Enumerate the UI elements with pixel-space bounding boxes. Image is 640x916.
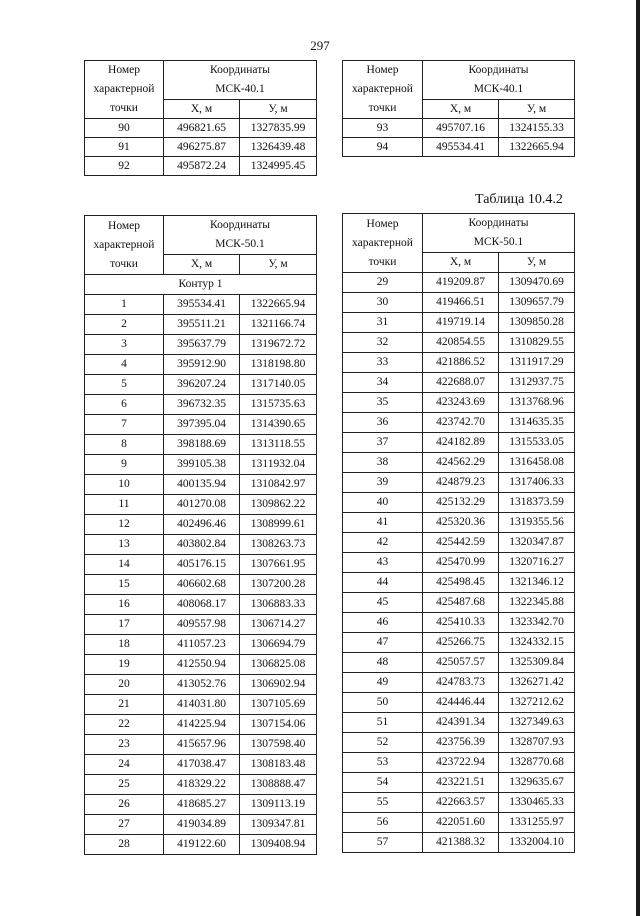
coords-header-line: МСК-50.1 xyxy=(473,236,524,248)
x-coordinate-cell: 413052.76 xyxy=(164,675,240,695)
x-coordinate-cell: 417038.47 xyxy=(164,755,240,775)
table-row xyxy=(343,393,575,413)
x-coordinate-cell: 402496.46 xyxy=(164,515,240,535)
point-number-cell: 93 xyxy=(343,119,423,138)
x-coordinate-cell: 425487.68 xyxy=(423,593,499,613)
y-coordinate-cell: 1314635.35 xyxy=(499,413,575,433)
point-number-cell: 45 xyxy=(343,593,423,613)
y-coordinate-cell: 1324995.45 xyxy=(240,157,317,176)
x-coordinate-cell: 395511.21 xyxy=(164,315,240,335)
page-number: 297 xyxy=(310,38,330,53)
table-row xyxy=(343,693,575,713)
point-number-cell: 49 xyxy=(343,673,423,693)
y-coordinate-cell: 1317140.05 xyxy=(240,375,317,395)
point-number-cell: 30 xyxy=(343,293,423,313)
point-number-cell: 19 xyxy=(85,655,164,675)
point-number-cell: 32 xyxy=(343,333,423,353)
y-coordinate-cell: 1307661.95 xyxy=(240,555,317,575)
x-coordinate-cell: 401270.08 xyxy=(164,495,240,515)
x-coordinate-cell: 423722.94 xyxy=(423,753,499,773)
point-number-cell: 33 xyxy=(343,353,423,373)
coords-header-line: Координаты xyxy=(210,64,270,76)
point-number-cell: 42 xyxy=(343,533,423,553)
table-row xyxy=(343,119,575,138)
y-coordinate-cell: 1308263.73 xyxy=(240,535,317,555)
x-coordinate-cell: 395534.41 xyxy=(164,295,240,315)
table-row xyxy=(343,513,575,533)
point-number-cell: 56 xyxy=(343,813,423,833)
point-number-header xyxy=(343,214,423,273)
x-coordinate-cell: 396732.35 xyxy=(164,395,240,415)
table-row xyxy=(85,415,317,435)
table-row xyxy=(85,119,317,138)
point-number-cell: 10 xyxy=(85,475,164,495)
x-coordinate-cell: 425470.99 xyxy=(423,553,499,573)
y-coordinate-cell: 1323342.70 xyxy=(499,613,575,633)
point-number-cell: 29 xyxy=(343,273,423,293)
point-number-cell: 94 xyxy=(343,138,423,157)
coords-header-line: МСК-40.1 xyxy=(215,83,265,95)
point-number-cell: 8 xyxy=(85,435,164,455)
y-coordinate-cell: 1309657.79 xyxy=(499,293,575,313)
x-coordinate-cell: 414031.80 xyxy=(164,695,240,715)
y-coordinate-cell: 1325309.84 xyxy=(499,653,575,673)
point-header-line: Номер xyxy=(366,64,399,76)
point-number-cell: 20 xyxy=(85,675,164,695)
x-coordinate-cell: 495707.16 xyxy=(423,119,499,138)
table-row xyxy=(343,273,575,293)
x-coordinate-cell: 397395.04 xyxy=(164,415,240,435)
y-coordinate-cell: 1326271.42 xyxy=(499,673,575,693)
point-number-cell: 91 xyxy=(85,138,164,157)
x-coordinate-cell: 495872.24 xyxy=(164,157,240,176)
y-column-header: У, м xyxy=(240,255,317,275)
point-header-line: Номер xyxy=(366,217,399,230)
y-coordinate-cell: 1326439.48 xyxy=(240,138,317,157)
y-coordinate-cell: 1308183.48 xyxy=(240,755,317,775)
point-number-cell: 6 xyxy=(85,395,164,415)
point-header-line: характерной xyxy=(352,236,413,249)
point-header-line: характерной xyxy=(352,83,413,95)
y-coordinate-cell: 1315735.63 xyxy=(240,395,317,415)
table-row xyxy=(343,713,575,733)
point-header-line: точки xyxy=(110,102,138,114)
table-row xyxy=(85,355,317,375)
point-number-cell: 51 xyxy=(343,713,423,733)
table-row xyxy=(343,453,575,473)
x-coordinate-cell: 395912.90 xyxy=(164,355,240,375)
table-row xyxy=(343,593,575,613)
x-coordinate-cell: 399105.38 xyxy=(164,455,240,475)
y-coordinate-cell: 1307154.06 xyxy=(240,715,317,735)
page-edge xyxy=(636,0,640,916)
point-number-cell: 34 xyxy=(343,373,423,393)
y-coordinate-cell: 1309850.28 xyxy=(499,313,575,333)
table-row xyxy=(85,595,317,615)
table-caption: Таблица 10.4.2 xyxy=(475,192,563,207)
table-row xyxy=(85,475,317,495)
point-number-cell: 14 xyxy=(85,555,164,575)
point-number-cell: 41 xyxy=(343,513,423,533)
y-column-header: У, м xyxy=(499,253,575,273)
point-number-cell: 53 xyxy=(343,753,423,773)
table-row xyxy=(343,613,575,633)
point-header-line: характерной xyxy=(93,83,155,95)
coords-table-msk50-left xyxy=(84,215,317,855)
table-row xyxy=(85,375,317,395)
point-number-cell: 44 xyxy=(343,573,423,593)
y-column-header: У, м xyxy=(240,100,317,119)
y-coordinate-cell: 1331255.97 xyxy=(499,813,575,833)
y-coordinate-cell: 1307105.69 xyxy=(240,695,317,715)
y-coordinate-cell: 1327212.62 xyxy=(499,693,575,713)
x-coordinate-cell: 398188.69 xyxy=(164,435,240,455)
table-row xyxy=(85,575,317,595)
contour-label: Контур 1 xyxy=(85,275,317,295)
point-header-line: характерной xyxy=(93,238,155,251)
coordinates-header xyxy=(164,216,317,255)
x-column-header: Х, м xyxy=(423,253,499,273)
y-coordinate-cell: 1310842.97 xyxy=(240,475,317,495)
x-coordinate-cell: 424446.44 xyxy=(423,693,499,713)
y-coordinate-cell: 1306883.33 xyxy=(240,595,317,615)
y-coordinate-cell: 1309347.81 xyxy=(240,815,317,835)
y-coordinate-cell: 1330465.33 xyxy=(499,793,575,813)
y-coordinate-cell: 1306825.08 xyxy=(240,655,317,675)
table-row xyxy=(85,655,317,675)
x-coordinate-cell: 495534.41 xyxy=(423,138,499,157)
y-coordinate-cell: 1319355.56 xyxy=(499,513,575,533)
x-coordinate-cell: 496821.65 xyxy=(164,119,240,138)
point-number-cell: 24 xyxy=(85,755,164,775)
y-coordinate-cell: 1321346.12 xyxy=(499,573,575,593)
x-coordinate-cell: 423221.51 xyxy=(423,773,499,793)
table-row xyxy=(343,493,575,513)
table-row xyxy=(85,138,317,157)
y-coordinate-cell: 1324155.33 xyxy=(499,119,575,138)
x-coordinate-cell: 418685.27 xyxy=(164,795,240,815)
x-coordinate-cell: 419122.60 xyxy=(164,835,240,855)
table-row xyxy=(85,835,317,855)
y-coordinate-cell: 1327349.63 xyxy=(499,713,575,733)
y-coordinate-cell: 1308888.47 xyxy=(240,775,317,795)
point-number-cell: 2 xyxy=(85,315,164,335)
y-coordinate-cell: 1309113.19 xyxy=(240,795,317,815)
y-coordinate-cell: 1309408.94 xyxy=(240,835,317,855)
y-coordinate-cell: 1310829.55 xyxy=(499,333,575,353)
point-number-cell: 40 xyxy=(343,493,423,513)
table-row xyxy=(343,673,575,693)
table-row xyxy=(85,715,317,735)
x-coordinate-cell: 425410.33 xyxy=(423,613,499,633)
point-number-cell: 31 xyxy=(343,313,423,333)
y-coordinate-cell: 1317406.33 xyxy=(499,473,575,493)
point-number-cell: 52 xyxy=(343,733,423,753)
x-coordinate-cell: 419719.14 xyxy=(423,313,499,333)
y-coordinate-cell: 1320716.27 xyxy=(499,553,575,573)
table-row xyxy=(85,157,317,176)
table-row xyxy=(343,793,575,813)
point-number-header xyxy=(343,61,423,119)
y-coordinate-cell: 1316458.08 xyxy=(499,453,575,473)
table-row xyxy=(85,495,317,515)
x-coordinate-cell: 412550.94 xyxy=(164,655,240,675)
point-number-cell: 57 xyxy=(343,833,423,853)
table-row xyxy=(343,553,575,573)
point-number-cell: 38 xyxy=(343,453,423,473)
x-coordinate-cell: 425442.59 xyxy=(423,533,499,553)
x-coordinate-cell: 422663.57 xyxy=(423,793,499,813)
x-coordinate-cell: 424562.29 xyxy=(423,453,499,473)
x-coordinate-cell: 424879.23 xyxy=(423,473,499,493)
x-coordinate-cell: 423756.39 xyxy=(423,733,499,753)
coords-header-line: Координаты xyxy=(468,217,529,229)
table-row xyxy=(343,633,575,653)
x-coordinate-cell: 419034.89 xyxy=(164,815,240,835)
point-number-cell: 4 xyxy=(85,355,164,375)
y-column-header: У, м xyxy=(499,100,575,119)
point-number-cell: 9 xyxy=(85,455,164,475)
y-coordinate-cell: 1332004.10 xyxy=(499,833,575,853)
table-row xyxy=(85,515,317,535)
table-row xyxy=(85,335,317,355)
y-coordinate-cell: 1322665.94 xyxy=(499,138,575,157)
point-number-cell: 26 xyxy=(85,795,164,815)
y-coordinate-cell: 1329635.67 xyxy=(499,773,575,793)
point-number-cell: 36 xyxy=(343,413,423,433)
coords-table-msk40-left xyxy=(84,60,317,176)
point-number-cell: 11 xyxy=(85,495,164,515)
x-coordinate-cell: 403802.84 xyxy=(164,535,240,555)
point-header-line: точки xyxy=(368,102,397,114)
table-row xyxy=(343,138,575,157)
coords-header-line: Координаты xyxy=(468,64,529,76)
y-coordinate-cell: 1313118.55 xyxy=(240,435,317,455)
point-number-cell: 3 xyxy=(85,335,164,355)
x-coordinate-cell: 400135.94 xyxy=(164,475,240,495)
point-number-cell: 12 xyxy=(85,515,164,535)
coordinates-header xyxy=(423,61,575,100)
x-coordinate-cell: 421886.52 xyxy=(423,353,499,373)
point-number-header xyxy=(85,61,164,119)
table-row xyxy=(85,635,317,655)
y-coordinate-cell: 1306902.94 xyxy=(240,675,317,695)
x-coordinate-cell: 396207.24 xyxy=(164,375,240,395)
x-coordinate-cell: 419209.87 xyxy=(423,273,499,293)
y-coordinate-cell: 1322665.94 xyxy=(240,295,317,315)
table-row xyxy=(343,473,575,493)
y-coordinate-cell: 1319672.72 xyxy=(240,335,317,355)
point-number-cell: 17 xyxy=(85,615,164,635)
table-row xyxy=(343,753,575,773)
table-row xyxy=(85,615,317,635)
table-row xyxy=(343,293,575,313)
y-coordinate-cell: 1307200.28 xyxy=(240,575,317,595)
coords-header-line: МСК-50.1 xyxy=(215,238,265,250)
x-coordinate-cell: 423742.70 xyxy=(423,413,499,433)
y-coordinate-cell: 1322345.88 xyxy=(499,593,575,613)
table-row xyxy=(343,773,575,793)
x-coordinate-cell: 421388.32 xyxy=(423,833,499,853)
table-row xyxy=(343,833,575,853)
x-coordinate-cell: 408068.17 xyxy=(164,595,240,615)
y-coordinate-cell: 1308999.61 xyxy=(240,515,317,535)
point-number-cell: 39 xyxy=(343,473,423,493)
point-number-cell: 37 xyxy=(343,433,423,453)
table-row xyxy=(85,735,317,755)
y-coordinate-cell: 1324332.15 xyxy=(499,633,575,653)
table-row xyxy=(343,373,575,393)
table-row xyxy=(85,315,317,335)
y-coordinate-cell: 1315533.05 xyxy=(499,433,575,453)
y-coordinate-cell: 1320347.87 xyxy=(499,533,575,553)
point-number-cell: 7 xyxy=(85,415,164,435)
y-coordinate-cell: 1306714.27 xyxy=(240,615,317,635)
point-number-cell: 22 xyxy=(85,715,164,735)
y-coordinate-cell: 1327835.99 xyxy=(240,119,317,138)
y-coordinate-cell: 1328770.68 xyxy=(499,753,575,773)
table-row xyxy=(85,395,317,415)
point-number-cell: 55 xyxy=(343,793,423,813)
point-number-cell: 35 xyxy=(343,393,423,413)
point-header-line: точки xyxy=(368,255,397,268)
x-coordinate-cell: 422688.07 xyxy=(423,373,499,393)
point-number-cell: 18 xyxy=(85,635,164,655)
point-header-line: Номер xyxy=(108,219,140,232)
coordinates-header xyxy=(164,61,317,100)
point-number-cell: 15 xyxy=(85,575,164,595)
x-coordinate-cell: 409557.98 xyxy=(164,615,240,635)
table-row xyxy=(85,675,317,695)
table-row xyxy=(85,795,317,815)
table-row xyxy=(85,815,317,835)
table-row xyxy=(343,413,575,433)
table-row xyxy=(343,533,575,553)
coords-table-msk50-right xyxy=(342,213,575,853)
table-row xyxy=(343,353,575,373)
point-number-cell: 28 xyxy=(85,835,164,855)
x-coordinate-cell: 415657.96 xyxy=(164,735,240,755)
table-row xyxy=(343,653,575,673)
y-coordinate-cell: 1321166.74 xyxy=(240,315,317,335)
point-number-cell: 46 xyxy=(343,613,423,633)
point-number-cell: 43 xyxy=(343,553,423,573)
y-coordinate-cell: 1309862.22 xyxy=(240,495,317,515)
point-number-cell: 27 xyxy=(85,815,164,835)
point-number-cell: 5 xyxy=(85,375,164,395)
table-row xyxy=(85,295,317,315)
y-coordinate-cell: 1328707.93 xyxy=(499,733,575,753)
y-coordinate-cell: 1311917.29 xyxy=(499,353,575,373)
table-row xyxy=(343,813,575,833)
point-number-cell: 92 xyxy=(85,157,164,176)
y-coordinate-cell: 1307598.40 xyxy=(240,735,317,755)
coords-table-msk40-right xyxy=(342,60,575,157)
x-coordinate-cell: 424182.89 xyxy=(423,433,499,453)
x-coordinate-cell: 496275.87 xyxy=(164,138,240,157)
table-row xyxy=(343,573,575,593)
point-header-line: точки xyxy=(110,257,138,270)
point-number-cell: 13 xyxy=(85,535,164,555)
coordinates-header xyxy=(423,214,575,253)
point-number-cell: 16 xyxy=(85,595,164,615)
point-number-cell: 25 xyxy=(85,775,164,795)
table-row xyxy=(85,555,317,575)
y-coordinate-cell: 1313768.96 xyxy=(499,393,575,413)
coords-header-line: Координаты xyxy=(210,219,270,231)
table-row xyxy=(85,695,317,715)
y-coordinate-cell: 1318198.80 xyxy=(240,355,317,375)
y-coordinate-cell: 1312937.75 xyxy=(499,373,575,393)
point-number-header xyxy=(85,216,164,275)
x-coordinate-cell: 422051.60 xyxy=(423,813,499,833)
x-column-header: Х, м xyxy=(423,100,499,119)
x-coordinate-cell: 414225.94 xyxy=(164,715,240,735)
x-coordinate-cell: 425498.45 xyxy=(423,573,499,593)
section-row xyxy=(85,275,317,295)
table-row xyxy=(343,313,575,333)
coords-header-line: МСК-40.1 xyxy=(473,83,524,95)
x-coordinate-cell: 395637.79 xyxy=(164,335,240,355)
y-coordinate-cell: 1318373.59 xyxy=(499,493,575,513)
x-coordinate-cell: 419466.51 xyxy=(423,293,499,313)
point-number-cell: 21 xyxy=(85,695,164,715)
table-row xyxy=(85,755,317,775)
x-coordinate-cell: 425266.75 xyxy=(423,633,499,653)
x-coordinate-cell: 420854.55 xyxy=(423,333,499,353)
y-coordinate-cell: 1306694.79 xyxy=(240,635,317,655)
x-column-header: Х, м xyxy=(164,100,240,119)
x-column-header: Х, м xyxy=(164,255,240,275)
x-coordinate-cell: 411057.23 xyxy=(164,635,240,655)
x-coordinate-cell: 425320.36 xyxy=(423,513,499,533)
point-header-line: Номер xyxy=(108,64,140,76)
point-number-cell: 50 xyxy=(343,693,423,713)
x-coordinate-cell: 406602.68 xyxy=(164,575,240,595)
x-coordinate-cell: 418329.22 xyxy=(164,775,240,795)
table-row xyxy=(85,535,317,555)
table-row xyxy=(343,733,575,753)
x-coordinate-cell: 425057.57 xyxy=(423,653,499,673)
x-coordinate-cell: 424391.34 xyxy=(423,713,499,733)
point-number-cell: 48 xyxy=(343,653,423,673)
point-number-cell: 23 xyxy=(85,735,164,755)
table-row xyxy=(343,333,575,353)
x-coordinate-cell: 405176.15 xyxy=(164,555,240,575)
point-number-cell: 54 xyxy=(343,773,423,793)
x-coordinate-cell: 425132.29 xyxy=(423,493,499,513)
table-row xyxy=(85,435,317,455)
x-coordinate-cell: 423243.69 xyxy=(423,393,499,413)
point-number-cell: 47 xyxy=(343,633,423,653)
y-coordinate-cell: 1314390.65 xyxy=(240,415,317,435)
table-row xyxy=(85,775,317,795)
y-coordinate-cell: 1309470.69 xyxy=(499,273,575,293)
point-number-cell: 90 xyxy=(85,119,164,138)
table-row xyxy=(343,433,575,453)
y-coordinate-cell: 1311932.04 xyxy=(240,455,317,475)
table-row xyxy=(85,455,317,475)
point-number-cell: 1 xyxy=(85,295,164,315)
x-coordinate-cell: 424783.73 xyxy=(423,673,499,693)
